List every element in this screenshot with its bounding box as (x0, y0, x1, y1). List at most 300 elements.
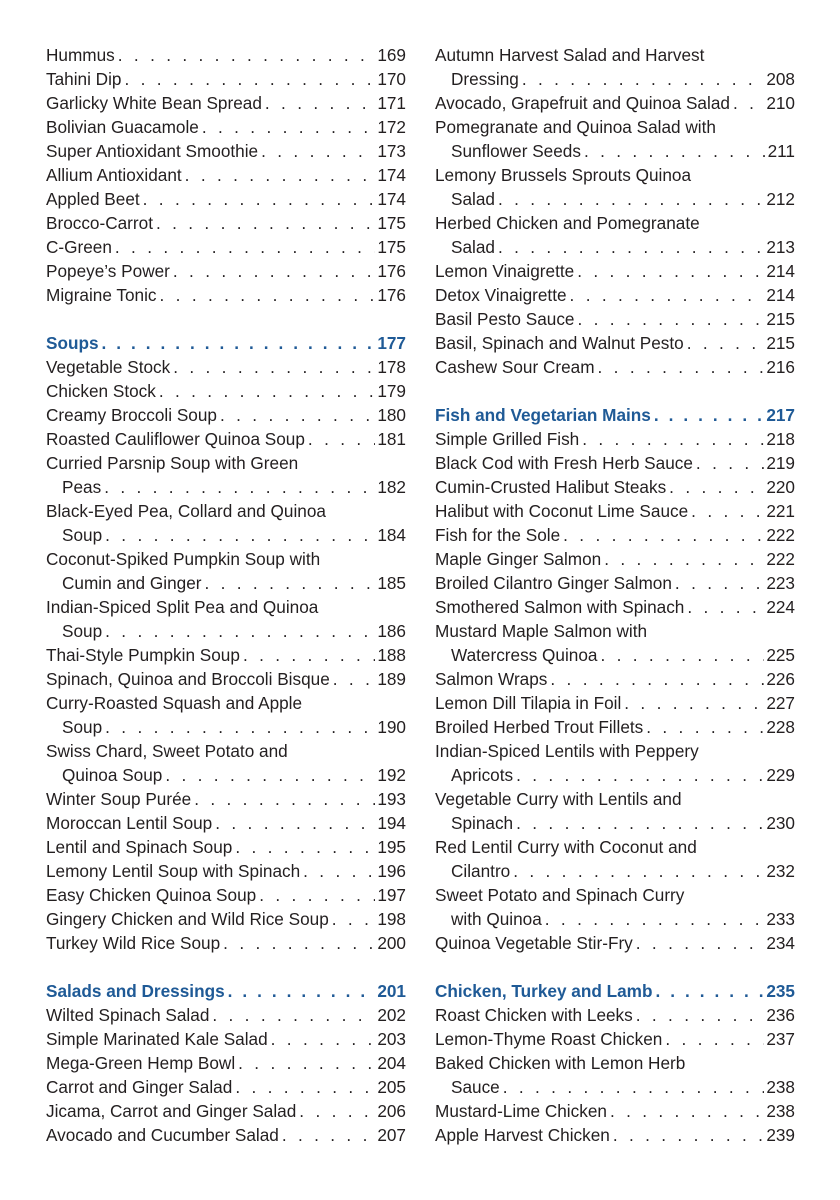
page-number: 200 (377, 933, 406, 953)
dot-leader (669, 475, 764, 499)
toc-entry (46, 1051, 406, 1075)
dot-leader (299, 1099, 375, 1123)
page-number: 185 (377, 573, 406, 593)
dot-leader (655, 979, 764, 1003)
dot-leader (516, 811, 764, 835)
page-number: 211 (767, 141, 795, 161)
toc-entry (46, 139, 406, 163)
page-number: 174 (377, 165, 406, 185)
entry-title: Simple Grilled Fish (435, 429, 580, 449)
dot-leader (173, 259, 375, 283)
page-number: 226 (766, 669, 795, 689)
section-spacer (46, 307, 406, 331)
page-number: 181 (377, 429, 406, 449)
section-title: Chicken, Turkey and Lamb (435, 981, 653, 1001)
entry-title: Halibut with Coconut Lime Sauce (435, 501, 689, 521)
toc-entry (435, 1003, 795, 1027)
page-number: 219 (766, 453, 795, 473)
toc-entry-first-line (46, 691, 406, 715)
page-number: 238 (766, 1101, 795, 1121)
toc-entry (46, 1123, 406, 1147)
dot-leader (582, 427, 764, 451)
dot-leader (102, 331, 376, 355)
entry-title: Moroccan Lentil Soup (46, 813, 213, 833)
page-number: 236 (766, 1005, 795, 1025)
entry-title-line: Lemony Brussels Sprouts Quinoa (435, 165, 692, 185)
entry-title: Wilted Spinach Salad (46, 1005, 210, 1025)
page-number: 217 (766, 405, 795, 425)
entry-title: Spinach (451, 813, 514, 833)
dot-leader (261, 139, 375, 163)
page-number: 196 (377, 861, 406, 881)
toc-entry-continuation (435, 907, 795, 931)
toc-entry-first-line (435, 115, 795, 139)
toc-entry (435, 715, 795, 739)
entry-title: Jicama, Carrot and Ginger Salad (46, 1101, 297, 1121)
toc-entry-first-line (435, 619, 795, 643)
toc-entry (46, 835, 406, 859)
page-number: 195 (377, 837, 406, 857)
toc-entry-continuation (435, 811, 795, 835)
dot-leader (308, 427, 375, 451)
page-number: 239 (766, 1125, 795, 1145)
toc-entry (435, 1027, 795, 1051)
toc-entry (435, 667, 795, 691)
dot-leader (105, 619, 375, 643)
toc-entry (435, 547, 795, 571)
toc-entry (46, 211, 406, 235)
page-number: 193 (377, 789, 406, 809)
entry-title: Peas (62, 477, 102, 497)
entry-title: Roasted Cauliflower Quinoa Soup (46, 429, 305, 449)
toc-entry (46, 259, 406, 283)
toc-entry-first-line (435, 787, 795, 811)
toc-entry-continuation (46, 571, 406, 595)
dot-leader (159, 379, 375, 403)
toc-entry-first-line (435, 211, 795, 235)
dot-leader (204, 571, 375, 595)
page-number: 176 (377, 261, 406, 281)
toc-entry-continuation (46, 475, 406, 499)
page-number: 237 (766, 1029, 795, 1049)
page-number: 192 (377, 765, 406, 785)
section-heading-fish-and-vegetarian-mains (435, 403, 795, 427)
toc-entry (46, 883, 406, 907)
page-number: 230 (766, 813, 795, 833)
page-number: 224 (766, 597, 795, 617)
entry-title: Thai-Style Pumpkin Soup (46, 645, 240, 665)
dot-leader (104, 475, 375, 499)
dot-leader (194, 787, 375, 811)
page-number: 186 (377, 621, 406, 641)
entry-title: Sauce (451, 1077, 500, 1097)
section-heading-chicken-turkey-and-lamb (435, 979, 795, 1003)
entry-title-line: Sweet Potato and Spinach Curry (435, 885, 685, 905)
toc-entry (435, 523, 795, 547)
dot-leader (303, 859, 375, 883)
toc-entry-first-line (46, 499, 406, 523)
section-heading-soups (46, 331, 406, 355)
entry-title: Mega-Green Hemp Bowl (46, 1053, 236, 1073)
page-number: 171 (377, 93, 406, 113)
entry-title-line: Red Lentil Curry with Coconut and (435, 837, 697, 857)
entry-title-line: Mustard Maple Salmon with (435, 621, 648, 641)
toc-entry (46, 1027, 406, 1051)
page-number: 214 (766, 261, 795, 281)
toc-left-column (46, 43, 406, 1147)
entry-title: Dressing (451, 69, 519, 89)
dot-leader (687, 331, 765, 355)
page-number: 223 (766, 573, 795, 593)
entry-title: Simple Marinated Kale Salad (46, 1029, 268, 1049)
page-number: 182 (377, 477, 406, 497)
dot-leader (646, 715, 764, 739)
dot-leader (156, 211, 375, 235)
toc-entry-first-line (435, 43, 795, 67)
dot-leader (696, 451, 764, 475)
dot-leader (228, 979, 376, 1003)
toc-entry-continuation (435, 187, 795, 211)
entry-title: Basil Pesto Sauce (435, 309, 575, 329)
dot-leader (624, 691, 764, 715)
dot-leader (202, 115, 375, 139)
toc-entry-continuation (46, 619, 406, 643)
toc-entry-continuation (46, 715, 406, 739)
page-number: 221 (766, 501, 795, 521)
dot-leader (265, 91, 375, 115)
entry-title: Brocco-Carrot (46, 213, 153, 233)
page-number: 234 (766, 933, 795, 953)
section-spacer (46, 955, 406, 979)
entry-title: Salad (451, 237, 495, 257)
dot-leader (173, 355, 375, 379)
entry-title: Lentil and Spinach Soup (46, 837, 233, 857)
dot-leader (687, 595, 764, 619)
page-number: 203 (377, 1029, 406, 1049)
entry-title: Lemony Lentil Soup with Spinach (46, 861, 301, 881)
dot-leader (513, 859, 764, 883)
entry-title: Soup (62, 621, 103, 641)
entry-title: Salad (451, 189, 495, 209)
dot-leader (271, 1027, 376, 1051)
entry-title: Broiled Cilantro Ginger Salmon (435, 573, 672, 593)
toc-entry (46, 1003, 406, 1027)
toc-entry (46, 67, 406, 91)
dot-leader (665, 1027, 764, 1051)
page-number: 202 (377, 1005, 406, 1025)
entry-title: Gingery Chicken and Wild Rice Soup (46, 909, 329, 929)
page-number: 210 (766, 93, 795, 113)
toc-entry-continuation (435, 67, 795, 91)
entry-title: Maple Ginger Salmon (435, 549, 602, 569)
toc-entry-continuation (435, 643, 795, 667)
toc-entry (435, 571, 795, 595)
toc-entry (435, 91, 795, 115)
entry-title: Soup (62, 717, 103, 737)
toc-entry (435, 595, 795, 619)
toc-entry (46, 355, 406, 379)
entry-title: Turkey Wild Rice Soup (46, 933, 221, 953)
entry-title: Cumin-Crusted Halibut Steaks (435, 477, 667, 497)
toc-entry-continuation (435, 139, 795, 163)
page-number: 180 (377, 405, 406, 425)
entry-title-line: Indian-Spiced Lentils with Peppery (435, 741, 699, 761)
entry-title: Watercress Quinoa (451, 645, 598, 665)
entry-title: Creamy Broccoli Soup (46, 405, 217, 425)
entry-title-line: Curry-Roasted Squash and Apple (46, 693, 303, 713)
entry-title: Spinach, Quinoa and Broccoli Bisque (46, 669, 330, 689)
entry-title-line: Curried Parsnip Soup with Green (46, 453, 299, 473)
page-number: 176 (377, 285, 406, 305)
page-number: 177 (377, 333, 406, 353)
entry-title: C-Green (46, 237, 112, 257)
dot-leader (105, 523, 375, 547)
toc-entry-first-line (435, 883, 795, 907)
toc-entry (435, 307, 795, 331)
entry-title: Hummus (46, 45, 115, 65)
page-number: 238 (766, 1077, 795, 1097)
page-number: 233 (766, 909, 795, 929)
section-spacer (435, 379, 795, 403)
page-number: 213 (766, 237, 795, 257)
dot-leader (691, 499, 764, 523)
toc-entry (46, 811, 406, 835)
entry-title: Vegetable Stock (46, 357, 171, 377)
toc-entry (46, 1099, 406, 1123)
page-number: 220 (766, 477, 795, 497)
dot-leader (223, 931, 375, 955)
page-number: 232 (766, 861, 795, 881)
toc-entry-first-line (435, 739, 795, 763)
page-number: 198 (377, 909, 406, 929)
dot-leader (165, 763, 375, 787)
toc-entry (46, 859, 406, 883)
entry-title: Chicken Stock (46, 381, 156, 401)
entry-title: Popeye’s Power (46, 261, 170, 281)
toc-entry (46, 667, 406, 691)
page-number: 225 (766, 645, 795, 665)
page-number: 169 (377, 45, 406, 65)
entry-title-line: Swiss Chard, Sweet Potato and (46, 741, 288, 761)
page-number: 201 (377, 981, 406, 1001)
page-number: 190 (377, 717, 406, 737)
section-spacer (435, 955, 795, 979)
dot-leader (600, 643, 764, 667)
page-number: 218 (766, 429, 795, 449)
toc-entry (46, 907, 406, 931)
page-number: 208 (766, 69, 795, 89)
entry-title: Sunflower Seeds (451, 141, 581, 161)
section-heading-salads-and-dressings (46, 979, 406, 1003)
dot-leader (238, 1051, 375, 1075)
toc-entry (435, 331, 795, 355)
toc-entry-continuation (435, 763, 795, 787)
toc-entry (435, 691, 795, 715)
toc-entry (46, 163, 406, 187)
page-number: 222 (766, 549, 795, 569)
toc-entry (435, 283, 795, 307)
dot-leader (160, 283, 376, 307)
toc-entry (46, 427, 406, 451)
entry-title: Lemon-Thyme Roast Chicken (435, 1029, 663, 1049)
toc-entry (435, 427, 795, 451)
page-number: 229 (766, 765, 795, 785)
toc-entry (435, 1099, 795, 1123)
dot-leader (584, 139, 766, 163)
entry-title: Allium Antioxidant (46, 165, 182, 185)
page-number: 214 (766, 285, 795, 305)
page-number: 205 (377, 1077, 406, 1097)
toc-entry (46, 283, 406, 307)
entry-title: Detox Vinaigrette (435, 285, 567, 305)
entry-title: Black Cod with Fresh Herb Sauce (435, 453, 693, 473)
dot-leader (235, 1075, 375, 1099)
page-number: 188 (377, 645, 406, 665)
dot-leader (636, 931, 765, 955)
page-number: 204 (377, 1053, 406, 1073)
toc-entry-continuation (435, 235, 795, 259)
toc-entry (435, 355, 795, 379)
page-number: 222 (766, 525, 795, 545)
dot-leader (124, 67, 375, 91)
entry-title: Basil, Spinach and Walnut Pesto (435, 333, 684, 353)
toc-entry (435, 451, 795, 475)
page-number: 194 (377, 813, 406, 833)
dot-leader (282, 1123, 375, 1147)
toc-entry-first-line (46, 739, 406, 763)
entry-title: Lemon Vinaigrette (435, 261, 575, 281)
toc-entry (46, 643, 406, 667)
page-number: 175 (377, 237, 406, 257)
dot-leader (143, 187, 376, 211)
dot-leader (235, 835, 375, 859)
entry-title: Cilantro (451, 861, 511, 881)
toc-entry-continuation (46, 523, 406, 547)
entry-title: Bolivian Guacamole (46, 117, 199, 137)
section-title: Salads and Dressings (46, 981, 225, 1001)
entry-title-line: Autumn Harvest Salad and Harvest (435, 45, 705, 65)
entry-title: Apricots (451, 765, 514, 785)
entry-title: Broiled Herbed Trout Fillets (435, 717, 644, 737)
toc-entry-first-line (435, 835, 795, 859)
entry-title: Quinoa Vegetable Stir-Fry (435, 933, 633, 953)
entry-title: Soup (62, 525, 103, 545)
entry-title: Avocado and Cucumber Salad (46, 1125, 279, 1145)
toc-entry-continuation (435, 1075, 795, 1099)
dot-leader (550, 667, 764, 691)
page-number: 197 (377, 885, 406, 905)
page-number: 216 (766, 357, 795, 377)
toc-entry (46, 379, 406, 403)
dot-leader (613, 1123, 764, 1147)
entry-title-line: Indian-Spiced Split Pea and Quinoa (46, 597, 319, 617)
dot-leader (577, 259, 764, 283)
page-number: 178 (377, 357, 406, 377)
toc-entry-first-line (435, 163, 795, 187)
toc-entry (46, 43, 406, 67)
toc-entry-first-line (46, 451, 406, 475)
toc-entry (46, 403, 406, 427)
page-number: 189 (377, 669, 406, 689)
dot-leader (185, 163, 376, 187)
page-number: 184 (377, 525, 406, 545)
toc-entry (435, 475, 795, 499)
entry-title-line: Baked Chicken with Lemon Herb (435, 1053, 686, 1073)
entry-title: Cashew Sour Cream (435, 357, 595, 377)
page-number: 207 (377, 1125, 406, 1145)
toc-entry (435, 499, 795, 523)
page-number: 172 (377, 117, 406, 137)
toc-entry (46, 91, 406, 115)
entry-title: Roast Chicken with Leeks (435, 1005, 633, 1025)
dot-leader (503, 1075, 765, 1099)
toc-entry-continuation (435, 859, 795, 883)
page-number: 174 (377, 189, 406, 209)
section-title: Soups (46, 333, 99, 353)
toc-entry-first-line (46, 595, 406, 619)
page-number: 228 (766, 717, 795, 737)
dot-leader (498, 235, 764, 259)
entry-title: Garlicky White Bean Spread (46, 93, 262, 113)
dot-leader (610, 1099, 764, 1123)
dot-leader (604, 547, 764, 571)
entry-title: Migraine Tonic (46, 285, 157, 305)
dot-leader (220, 403, 375, 427)
dot-leader (654, 403, 764, 427)
section-title: Fish and Vegetarian Mains (435, 405, 651, 425)
toc-entry (435, 1123, 795, 1147)
dot-leader (733, 91, 764, 115)
entry-title: Salmon Wraps (435, 669, 548, 689)
toc-entry (46, 187, 406, 211)
dot-leader (636, 1003, 765, 1027)
toc-entry-continuation (46, 763, 406, 787)
dot-leader (243, 643, 375, 667)
toc-entry-first-line (435, 1051, 795, 1075)
entry-title: Apple Harvest Chicken (435, 1125, 610, 1145)
dot-leader (212, 1003, 375, 1027)
dot-leader (259, 883, 375, 907)
dot-leader (118, 43, 376, 67)
page-number: 175 (377, 213, 406, 233)
page-number: 212 (766, 189, 795, 209)
page-number: 170 (377, 69, 406, 89)
dot-leader (215, 811, 375, 835)
entry-title: Mustard-Lime Chicken (435, 1101, 607, 1121)
page-number: 235 (766, 981, 795, 1001)
dot-leader (332, 907, 376, 931)
toc-entry-first-line (46, 547, 406, 571)
dot-leader (498, 187, 764, 211)
page-number: 215 (766, 309, 795, 329)
page-number: 179 (377, 381, 406, 401)
page-number: 227 (766, 693, 795, 713)
dot-leader (105, 715, 375, 739)
entry-title: Appled Beet (46, 189, 140, 209)
entry-title: Super Antioxidant Smoothie (46, 141, 259, 161)
entry-title: Quinoa Soup (62, 765, 163, 785)
entry-title-line: Vegetable Curry with Lentils and (435, 789, 682, 809)
dot-leader (570, 283, 765, 307)
toc-entry (435, 259, 795, 283)
entry-title-line: Coconut-Spiked Pumpkin Soup with (46, 549, 321, 569)
dot-leader (115, 235, 375, 259)
toc-entry (435, 931, 795, 955)
toc-entry (46, 115, 406, 139)
toc-entry (46, 1075, 406, 1099)
entry-title: Winter Soup Purée (46, 789, 192, 809)
dot-leader (563, 523, 764, 547)
